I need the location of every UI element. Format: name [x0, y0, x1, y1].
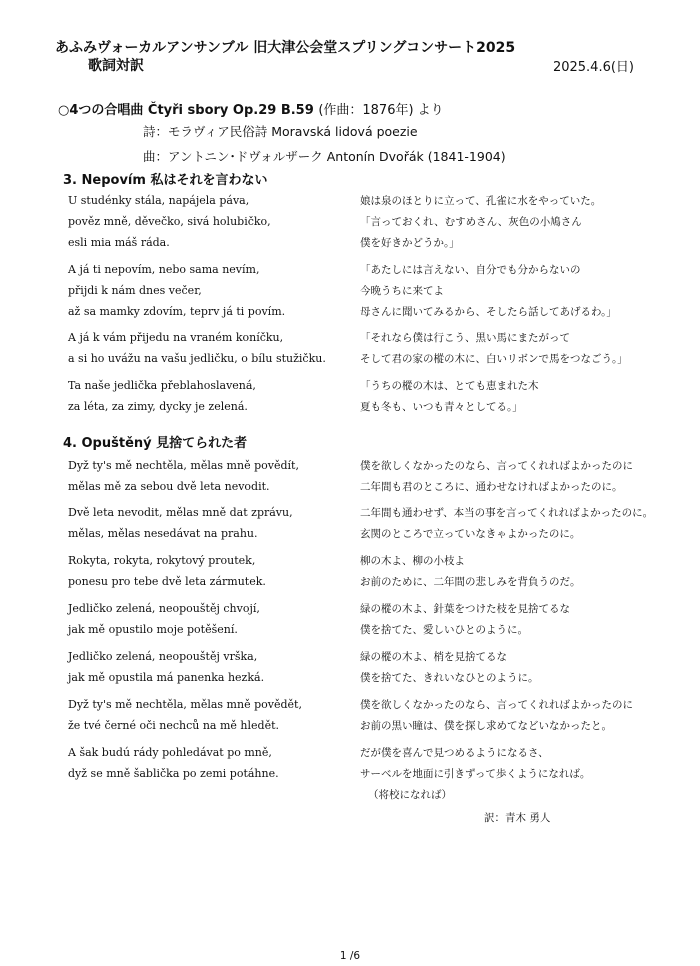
page-number: 1 /6 [339, 950, 361, 962]
japanese-line: だが僕を喜んで見つめるようになるさ、 [360, 747, 549, 759]
japanese-line: お前の黒い瞳は、僕を探し求めてなどいなかったと。 [360, 720, 612, 732]
czech-line: jak mě opustilo moje potěšení. [68, 623, 238, 636]
translator-credit: 訳：青木 勇人 [484, 812, 551, 824]
section-title: 3. Nepovím 私はそれを言わない [63, 173, 268, 188]
poem-credit: 詩：モラヴィア民俗詩 Moravská lidová poezie [143, 124, 418, 139]
japanese-line: 僕を捨てた、きれいなひとのように。 [360, 672, 539, 684]
czech-line: ponesu pro tebe dvě leta zármutek. [68, 575, 266, 588]
czech-line: za léta, za zimy, dycky je zelená. [68, 400, 248, 413]
czech-line: Ta naše jedlička přeblahoslavená, [68, 379, 256, 392]
japanese-line: 僕を好きかどうか。」 [360, 237, 460, 249]
work-name: 4つの合唱曲 Čtyři sbory Op.29 B.59 [69, 103, 314, 118]
japanese-line: 僕を欲しくなかったのなら、言ってくれればよかったのに [360, 460, 633, 472]
japanese-line: 今晩うちに来てよ [360, 285, 444, 297]
section-title: 4. Opuštěný 見捨てられた者 [63, 436, 248, 451]
czech-line: mělas, mělas nesedávat na prahu. [68, 527, 258, 540]
work-title [58, 102, 444, 120]
japanese-line: 緑の樅の木よ、梢を見捨てるな [360, 651, 507, 663]
composition-year: (作曲：1876年) より [318, 103, 444, 118]
japanese-line: 「それなら僕は行こう、黒い馬にまたがって [360, 332, 570, 344]
document-subtitle: 歌詞対訳 [88, 58, 144, 74]
japanese-line: （将校になれば） [368, 789, 452, 801]
japanese-line: 「言っておくれ、むすめさん、灰色の小鳩さん [360, 216, 582, 228]
czech-line: mělas mě za sebou dvě leta nevodit. [68, 480, 270, 493]
czech-line: Rokyta, rokyta, rokytový proutek, [68, 554, 256, 567]
japanese-line: 娘は泉のほとりに立って、孔雀に水をやっていた。 [360, 195, 602, 207]
czech-line: A já ti nepovím, nebo sama nevím, [68, 263, 260, 276]
czech-line: U studénky stála, napájela páva, [68, 194, 250, 207]
czech-line: Jedličko zelená, neopouštěj chvojí, [68, 602, 260, 615]
czech-line: dyž se mně šablička po zemi potáhne. [68, 767, 279, 780]
japanese-line: 柳の木よ、柳の小枝よ [360, 555, 465, 567]
czech-line: pověz mně, děvečko, sivá holubičko, [68, 215, 271, 228]
japanese-line: そして君の家の樅の木に、白いリボンで馬をつなごう。」 [360, 353, 628, 365]
czech-line: A šak budú rády pohledávat po mně, [68, 746, 272, 759]
japanese-line: サーベルを地面に引きずって歩くようになれば。 [360, 768, 591, 780]
czech-line: Jedličko zelená, neopouštěj vrška, [68, 650, 258, 663]
music-credit: 曲：アントニン･ドヴォルザーク Antonín Dvořák (1841-1904) [143, 149, 506, 164]
japanese-line: 僕を欲しくなかったのなら、言ってくれればよかったのに [360, 699, 633, 711]
czech-line: Dyž ty's mě nechtěla, mělas mně povědět, [68, 698, 302, 711]
japanese-line: 二年間も君のところに、通わせなければよかったのに。 [360, 481, 623, 493]
czech-line: jak mě opustila má panenka hezká. [68, 671, 265, 684]
japanese-line: 緑の樅の木よ、針葉をつけた枝を見捨てるな [360, 603, 570, 615]
czech-line: přijdi k nám dnes večer, [68, 284, 202, 297]
japanese-line: 夏も冬も、いつも青々としてる。」 [360, 401, 523, 413]
japanese-line: 「あたしには言えない、自分でも分からないの [360, 264, 581, 276]
japanese-line: 二年間も通わせず、本当の事を言ってくれればよかったのに。 [360, 507, 654, 519]
concert-date: 2025.4.6(日) [552, 60, 634, 75]
czech-line: až sa mamky zdovím, teprv já ti povím. [68, 305, 286, 318]
japanese-line: 「うちの樅の木は、とても恵まれた木 [360, 380, 539, 392]
japanese-line: 玄関のところで立っていなきゃよかったのに。 [360, 528, 581, 540]
czech-line: Dvě leta nevodit, mělas mně dat zprávu, [68, 506, 293, 519]
circle-bullet: ○ [58, 103, 70, 118]
concert-title: あふみヴォーカルアンサンブル 旧大津公会堂スプリングコンサート2025 [55, 40, 516, 56]
czech-line: Dyž ty's mě nechtěla, mělas mně povědít, [68, 459, 299, 472]
czech-line: esli mia máš ráda. [68, 236, 170, 249]
japanese-line: 母さんに聞いてみるから、そしたら話してあげるわ。」 [360, 306, 617, 318]
czech-line: že tvé černé oči nechců na mě hledět. [68, 719, 279, 732]
czech-line: A já k vám přijedu na vraném koníčku, [68, 331, 284, 344]
czech-line: a si ho uvážu na vašu jedličku, o bílu stužičku. [68, 352, 326, 365]
japanese-line: 僕を捨てた、愛しいひとのように。 [360, 624, 528, 636]
japanese-line: お前のために、二年間の悲しみを背負うのだ。 [360, 576, 581, 588]
